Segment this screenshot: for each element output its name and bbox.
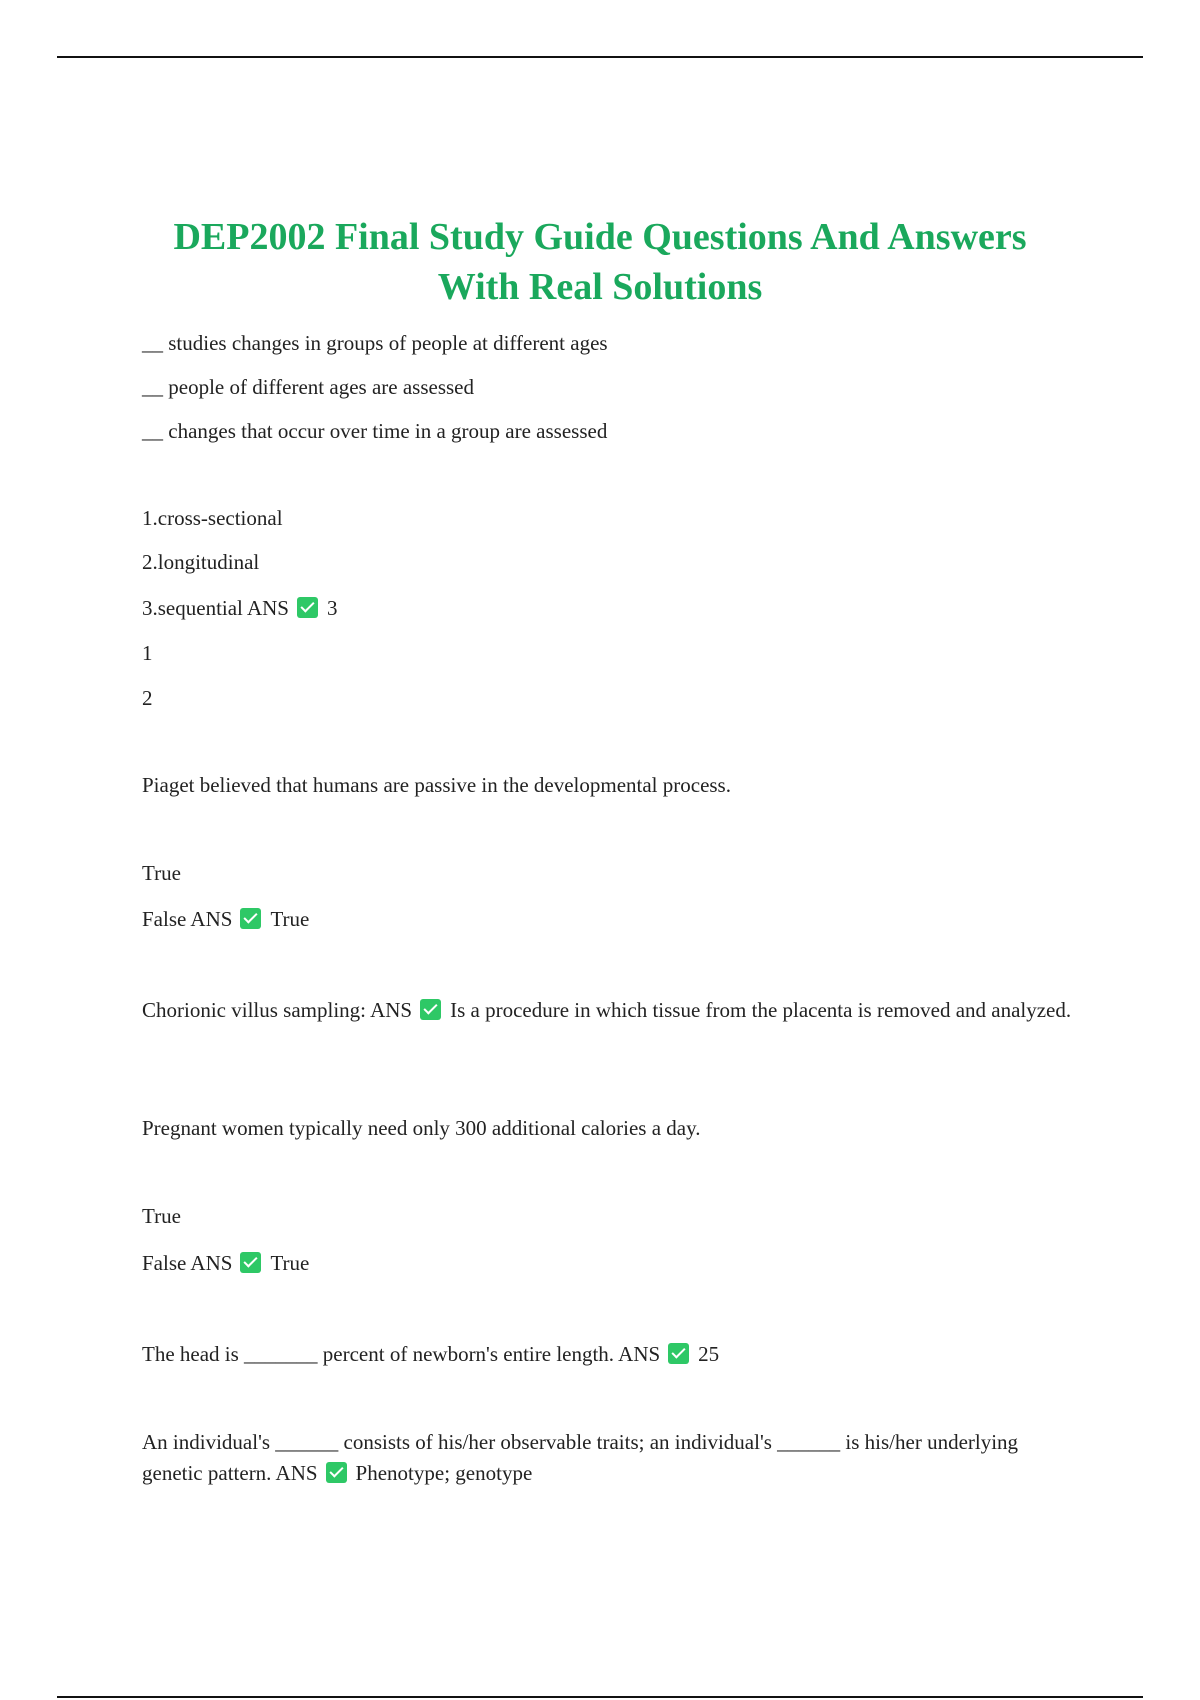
check-box-icon: [297, 597, 318, 618]
q2-question: Piaget believed that humans are passive in the developmental process.: [142, 773, 731, 797]
q4-question: Pregnant women typically need only 300 additional calories a day.: [142, 1116, 701, 1140]
check-box-icon: [240, 908, 261, 929]
top-rule: [57, 56, 1143, 58]
q1-option-3-label: 3.sequential ANS: [142, 596, 289, 620]
q3-block: [142, 995, 1072, 1026]
page-title: [100, 212, 1100, 312]
check-box-icon: [420, 999, 441, 1020]
bottom-rule: [57, 1696, 1143, 1698]
check-box-icon: [668, 1343, 689, 1364]
title-line-2: With Real Solutions: [437, 266, 763, 308]
q4-option-false: False ANS: [142, 1251, 233, 1275]
q1-line-2: __ people of different ages are assessed: [142, 375, 474, 399]
q1-option-3-answer: [142, 596, 338, 620]
q3-question: Chorionic villus sampling: ANS: [142, 998, 413, 1022]
q5-line: [142, 1342, 719, 1366]
q6-answer: Phenotype; genotype: [355, 1461, 533, 1485]
title-line-1: DEP2002 Final Study Guide Questions And Answers: [173, 216, 1027, 258]
q6-question: An individual's ______ consists of his/her observable traits; an individual's ______ is his/her underlying genetic pattern. ANS: [142, 1430, 1019, 1485]
q1-option-1: 1.cross-sectional: [142, 506, 283, 530]
q1-answer-2: 1: [142, 641, 153, 665]
q1-line-3: __ changes that occur over time in a group are assessed: [142, 419, 608, 443]
q4-option-false-answer: [142, 1251, 309, 1275]
q1-line-1: __ studies changes in groups of people at different ages: [142, 331, 608, 355]
check-box-icon: [326, 1462, 347, 1483]
q1-option-2: 2.longitudinal: [142, 550, 260, 574]
q5-answer: 25: [698, 1342, 720, 1366]
q6-block: [142, 1427, 1022, 1489]
q5-question: The head is _______ percent of newborn's entire length. ANS: [142, 1342, 661, 1366]
q1-answer-1: 3: [327, 596, 338, 620]
q4-answer: True: [270, 1251, 310, 1275]
q2-option-false-answer: [142, 907, 309, 931]
q2-answer: True: [270, 907, 310, 931]
q2-option-true: True: [142, 861, 181, 885]
q2-option-false: False ANS: [142, 907, 233, 931]
q3-answer: Is a procedure in which tissue from the placenta is removed and analyzed.: [450, 998, 1072, 1022]
q4-option-true: True: [142, 1204, 181, 1228]
check-box-icon: [240, 1252, 261, 1273]
q1-answer-3: 2: [142, 686, 153, 710]
